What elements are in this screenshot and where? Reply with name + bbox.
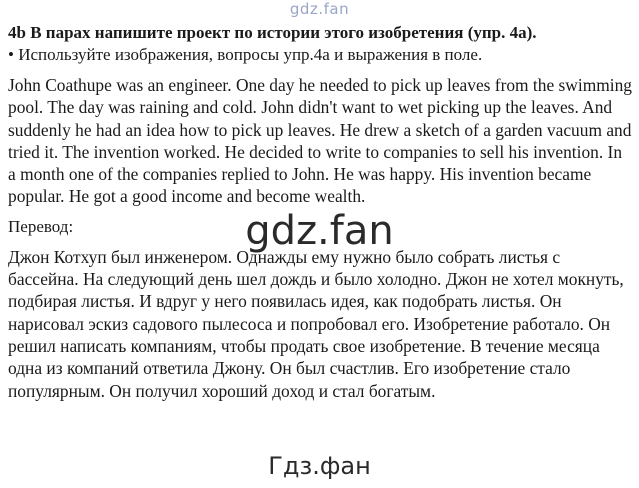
exercise-instruction: • Используйте изображения, вопросы упр.4а и выражения в поле. [8,45,483,64]
bottom-watermark: Гдз.фан [268,452,371,480]
center-watermark: gdz.fan [245,208,394,254]
english-story: John Coathupe was an engineer. One day he needed to pick up leaves from the swimming pool. The day was raining and cold. John didn't want to wet picking up the leaves. And suddenly he had an idea how to pick up leaves. He drew a sketch of a garden vacuum and tried it. The invention worked. He decided to write to companies to sell his invention. In a month one of the companies replied to John. He was happy. His invention became popular. He got a good income and become wealth. [8,75,632,207]
top-watermark: gdz.fan [289,0,350,18]
russian-translation: Джон Котхуп был инженером. Однажды ему нужно было собрать листья с бассейна. На следующий день шел дождь и было холодно. Джон не хотел мокнуть, подбирая листья. И вдруг у него появилась идея, как подобрать листья. Он нарисовал эскиз садового пылесоса и попробовал его. Изобретение работало. Он решил написать компаниям, чтобы продать свое изобретение. В течение месяца одна из компаний ответила Джону. Он был счастлив. Его изобретение стало популярным. Он получил хороший доход и стал богатым. [8,246,624,401]
translation-label: Перевод: [8,216,74,236]
exercise-heading: 4b В парах напишите проект по истории этого изобретения (упр. 4а). [8,23,537,42]
